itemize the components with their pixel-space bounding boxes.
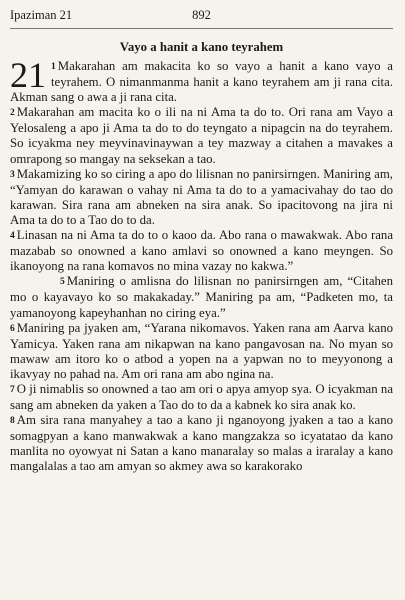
page-number: 892 xyxy=(192,8,211,22)
verse-text: Makamizing ko so ciring a apo do lilisnan no panirsirngen. Maniring am, “Yamyan do karawan o vahay ni Ama ta do to a yamacivahay do tao do karawan. Sira rana am abneken na sira anak. So ipacitovong na jira ni Ama ta do to a Tao do to da. xyxy=(10,166,393,227)
verse-3 xyxy=(10,167,393,228)
verse-number: 5 xyxy=(60,277,65,288)
verse-text: Makarahan am makacita ko so vayo a hanit a kano vayo a teyrahem. O nimanmanma hanit a kano teyrahem am ji rana cita. Akman sang o awa a ji rana cita. xyxy=(10,59,393,105)
verse-1 xyxy=(10,55,393,105)
verse-number: 3 xyxy=(10,169,15,180)
scripture-text xyxy=(10,55,393,475)
verse-text: Maniring o amlisna do lilisnan no panirsirngen am, “Citahen mo o kayavayo ko so makakaday.” Maniring pa am, “Padketen mo, ta yamanoyong kapeyhanhan no ciring eya.” xyxy=(10,274,393,320)
running-head-book: Ipaziman 21 xyxy=(10,8,73,22)
verse-2 xyxy=(10,105,393,166)
header-rule xyxy=(10,28,393,29)
verse-8 xyxy=(10,413,393,474)
verse-5 xyxy=(10,274,393,320)
verse-4 xyxy=(10,228,393,274)
verse-7 xyxy=(10,382,393,413)
verse-number: 6 xyxy=(10,323,15,334)
page-header xyxy=(10,8,393,30)
verse-6 xyxy=(10,321,393,382)
verse-number: 2 xyxy=(10,108,15,119)
verse-text: O ji nimablis so onowned a tao am ori o apya amyop sya. O icyakman na sang am abneken da yaken a Tao do to da a kabnek ko sira anak ko. xyxy=(10,381,393,413)
verse-text: Am sira rana manyahey a tao a kano ji nganoyong jyaken a tao a kano somagpyan a kano manwakwak a kano mangzakza so icyatatao da kano manlita no oyowyat ni Satan a kano manaralay so malas a iraralay a kano mangalalas a tao am amyan so akmey awa so karakorako xyxy=(10,413,393,474)
verse-number: 8 xyxy=(10,416,15,427)
verse-number: 4 xyxy=(10,231,15,242)
verse-number: 7 xyxy=(10,384,15,395)
section-title: Vayo a hanit a kano teyrahem xyxy=(119,40,284,54)
chapter-number: 21 xyxy=(10,55,46,95)
verse-number: 1 xyxy=(51,62,56,72)
verse-text: Maniring pa jyaken am, “Yarana nikomavos. Yaken rana am Aarva kano Yamicya. Yaken rana am nikapwan na kano pangavosan na. No myan so mawaw am itoro ko o atbod a yopen na a yapwan no to meyyonong a ikavyay no pahad na. Am ori rana am abo ngina na. xyxy=(10,320,393,381)
verse-text: Linasan na ni Ama ta do to o kaoo da. Abo rana o mawakwak. Abo rana mazabab so onowned a kano amlavi so onowned a kano meyngen. So ikanoyong na rana komavos no mina vazay no kakwa.” xyxy=(10,228,393,274)
verse-text: Makarahan am macita ko o ili na ni Ama ta do to. Ori rana am Vayo a Yelosaleng a apo ji Ama ta do to do teyngato a nipagcin na do teyrahem. So icyakma ney meyvinavinaywan a tey mazway a citahen a mavakes a omrapong so mangay na seksekan a tao. xyxy=(10,105,393,166)
